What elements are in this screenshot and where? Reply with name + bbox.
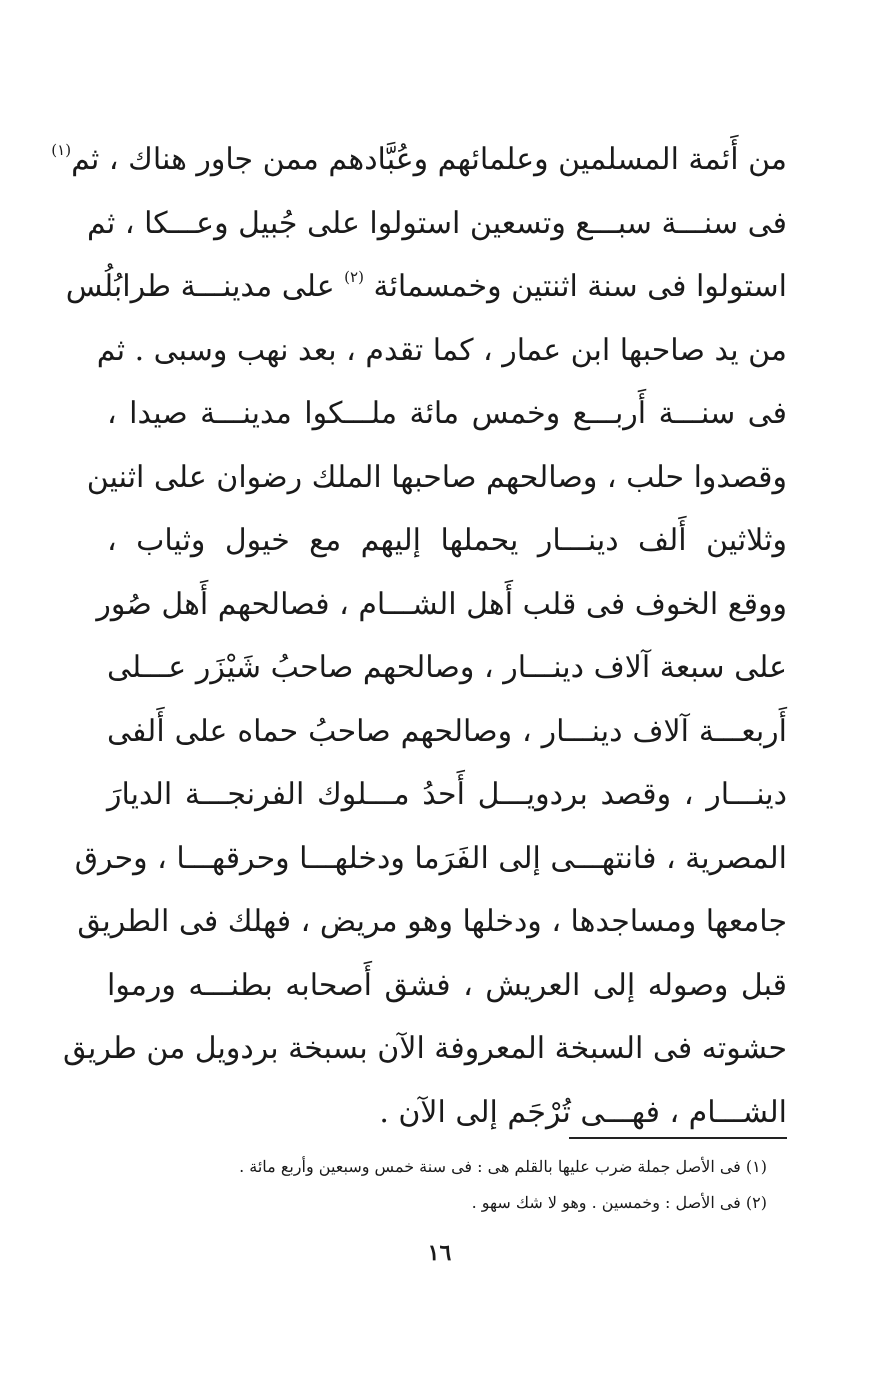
text-line-7: وثلاثين أَلف دينـــار يحملها إليهم مع خيول وثياب ، (107, 523, 787, 558)
text-line-4: من يد صاحبها ابن عمار ، كما تقدم ، بعد نهب وسبى . ثم (96, 332, 787, 368)
text-line-13: جامعها ومساجدها ، ودخلها وهو مريض ، فهلك فى الطريق (77, 904, 787, 939)
text-line-10: أَربعـــة آلاف دينـــار ، وصالحهم صاحبُ حماه على أَلفى (107, 713, 787, 749)
text-line-1 (51, 128, 787, 192)
text-line-6: وقصدوا حلب ، وصالحهم صاحبها الملك رضوان على اثنين (86, 459, 787, 495)
footnote-1: (١) فى الأصل جملة ضرب عليها بالقلم هى : فى سنة خمس وسبعين وأربع مائة . (239, 1157, 767, 1176)
text-line-9: على سبعة آلاف دينـــار ، وصالحهم صاحبُ شَيْزَر عـــلى (107, 650, 787, 685)
footnote-separator (569, 1137, 787, 1139)
footnotes (107, 1150, 767, 1222)
footnote-ref-2: (٢) (344, 268, 364, 286)
text-line-15: حشوته فى السبخة المعروفة الآن بسبخة بردويل من طريق (63, 1031, 787, 1066)
text-line-3 (65, 255, 787, 319)
text-line-11: دينـــار ، وقصد بردويـــل أَحدُ مـــلوك الفرنجـــة الديارَ (107, 777, 787, 812)
text-line-5: فى سنـــة أَربـــع وخمس مائة ملـــكوا مدينـــة صيدا ، (107, 396, 787, 431)
text-line-8: ووقع الخوف فى قلب أَهل الشـــام ، فصالحهم أَهل صُور (96, 586, 787, 622)
footnote-2: (٢) فى الأصل : وخمسين . وهو لا شك سهو . (471, 1193, 767, 1212)
text-line-14: قبل وصوله إلى العريش ، فشق أَصحابه بطنـــه ورموا (107, 967, 787, 1003)
footnote-ref-1: (١) (51, 141, 72, 159)
page-number: ١٦ (427, 1240, 452, 1266)
text-line-3-content: استولوا فى سنة اثنتين وخمسمائة (373, 269, 787, 304)
text-line-16: الشـــام ، فهـــى تُرْجَم إلى الآن . (379, 1094, 787, 1130)
text-line-12: المصرية ، فانتهـــى إلى الفَرَما ودخلهـــا وحرقهـــا ، وحرق (74, 840, 787, 876)
text-line-3-tail: على مدينـــة طرابُلُس (65, 269, 335, 304)
text-line-2: فى سنـــة سبـــع وتسعين استولوا على جُبيل وعـــكا ، ثم (87, 205, 787, 241)
main-text (51, 128, 787, 1144)
text-line-1-content: من أَئمة المسلمين وعلمائهم وعُبَّادهم ممن جاور هناك ، ثم (71, 142, 787, 177)
